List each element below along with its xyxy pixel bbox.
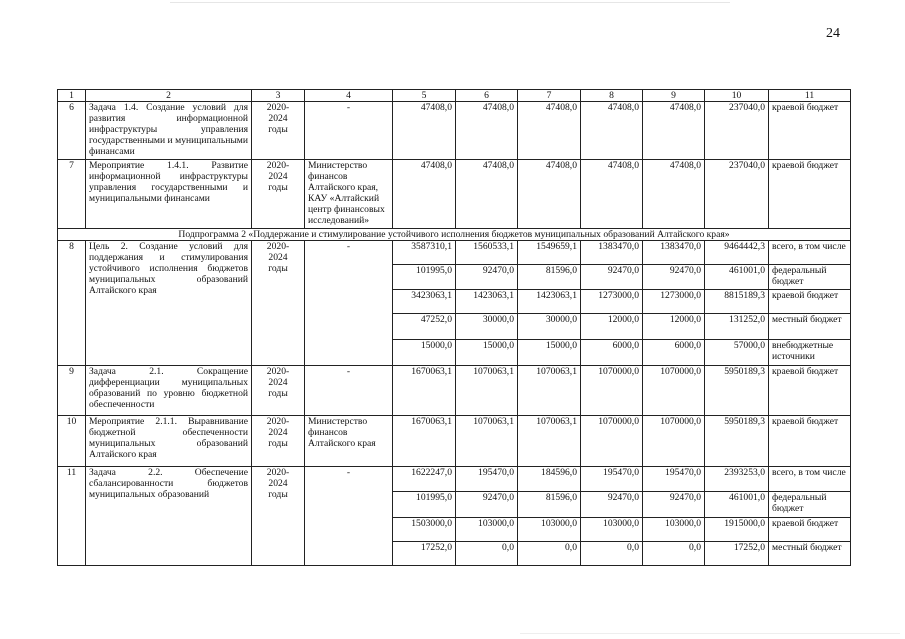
executor-cell: Министерство финансов Алтайского края xyxy=(305,416,393,467)
value-cell: 92470,0 xyxy=(456,265,518,290)
value-cell: 1423063,1 xyxy=(518,290,581,314)
period-cell: 2020- 2024 годы xyxy=(252,241,305,366)
executor-cell: - xyxy=(305,102,393,160)
value-cell: 8815189,3 xyxy=(705,290,769,314)
value-cell: 47252,0 xyxy=(393,314,456,340)
value-cell: 92470,0 xyxy=(643,492,705,518)
value-cell: 2393253,0 xyxy=(705,467,769,492)
value-cell: 3587310,1 xyxy=(393,241,456,265)
source-cell: всего, в том числе xyxy=(769,241,851,265)
value-cell: 103000,0 xyxy=(581,518,643,542)
row-number: 7 xyxy=(58,160,86,229)
page-number: 24 xyxy=(826,26,840,41)
header-cell: 8 xyxy=(581,90,643,102)
subprogram-title: Подпрограмма 2 «Поддержание и стимулирование устойчивого исполнения бюджетов муниципальных образований Алтайского края» xyxy=(58,229,851,241)
header-cell: 7 xyxy=(518,90,581,102)
value-cell: 81596,0 xyxy=(518,492,581,518)
table-row xyxy=(58,467,851,492)
table-row xyxy=(58,160,851,229)
executor-cell: - xyxy=(305,467,393,566)
value-cell: 6000,0 xyxy=(581,340,643,366)
value-cell: 5950189,3 xyxy=(705,416,769,467)
value-cell: 57000,0 xyxy=(705,340,769,366)
source-cell: краевой бюджет xyxy=(769,366,851,416)
row-number: 6 xyxy=(58,102,86,160)
source-cell: краевой бюджет xyxy=(769,518,851,542)
value-cell: 3423063,1 xyxy=(393,290,456,314)
value-cell: 0,0 xyxy=(456,542,518,566)
value-cell: 103000,0 xyxy=(643,518,705,542)
executor-cell: - xyxy=(305,366,393,416)
value-cell: 92470,0 xyxy=(581,492,643,518)
source-cell: краевой бюджет xyxy=(769,416,851,467)
value-cell: 92470,0 xyxy=(581,265,643,290)
value-cell: 1670063,1 xyxy=(393,366,456,416)
value-cell: 0,0 xyxy=(518,542,581,566)
value-cell: 1070000,0 xyxy=(643,366,705,416)
value-cell: 47408,0 xyxy=(581,102,643,160)
value-cell: 30000,0 xyxy=(518,314,581,340)
program-table xyxy=(57,89,851,566)
measure-name: Мероприятие 1.4.1. Развитие информационной инфраструктуры управления государственными и муниципальными финансами xyxy=(86,160,252,229)
source-cell: краевой бюджет xyxy=(769,290,851,314)
source-cell: федеральный бюджет xyxy=(769,492,851,518)
value-cell: 195470,0 xyxy=(581,467,643,492)
header-cell: 9 xyxy=(643,90,705,102)
table-row xyxy=(58,241,851,265)
value-cell: 6000,0 xyxy=(643,340,705,366)
value-cell: 47408,0 xyxy=(393,102,456,160)
value-cell: 47408,0 xyxy=(643,160,705,229)
value-cell: 103000,0 xyxy=(518,518,581,542)
value-cell: 92470,0 xyxy=(643,265,705,290)
value-cell: 461001,0 xyxy=(705,492,769,518)
row-number: 9 xyxy=(58,366,86,416)
scan-edge-bottom xyxy=(520,633,900,634)
value-cell: 47408,0 xyxy=(456,160,518,229)
row-number: 11 xyxy=(58,467,86,566)
value-cell: 92470,0 xyxy=(456,492,518,518)
value-cell: 47408,0 xyxy=(456,102,518,160)
value-cell: 131252,0 xyxy=(705,314,769,340)
executor-cell: - xyxy=(305,241,393,366)
value-cell: 1070063,1 xyxy=(518,366,581,416)
value-cell: 9464442,3 xyxy=(705,241,769,265)
subprogram-row xyxy=(58,229,851,241)
header-cell: 10 xyxy=(705,90,769,102)
value-cell: 461001,0 xyxy=(705,265,769,290)
value-cell: 15000,0 xyxy=(518,340,581,366)
value-cell: 101995,0 xyxy=(393,492,456,518)
value-cell: 17252,0 xyxy=(705,542,769,566)
value-cell: 15000,0 xyxy=(393,340,456,366)
source-cell: краевой бюджет xyxy=(769,102,851,160)
value-cell: 1549659,1 xyxy=(518,241,581,265)
source-cell: краевой бюджет xyxy=(769,160,851,229)
measure-name: Цель 2. Создание условий для поддержания и стимулирования устойчивого исполнения бюджетов муниципальных образований Алтайского края xyxy=(86,241,252,366)
source-cell: внебюджетные источники xyxy=(769,340,851,366)
value-cell: 1070000,0 xyxy=(581,366,643,416)
source-cell: всего, в том числе xyxy=(769,467,851,492)
value-cell: 17252,0 xyxy=(393,542,456,566)
value-cell: 1622247,0 xyxy=(393,467,456,492)
value-cell: 0,0 xyxy=(643,542,705,566)
measure-name: Задача 2.2. Обеспечение сбалансированности бюджетов муниципальных образований xyxy=(86,467,252,566)
value-cell: 1070063,1 xyxy=(518,416,581,467)
measure-name: Задача 2.1. Сокращение дифференциации муниципальных образований по уровню бюджетной обеспеченности xyxy=(86,366,252,416)
value-cell: 195470,0 xyxy=(643,467,705,492)
value-cell: 1503000,0 xyxy=(393,518,456,542)
value-cell: 195470,0 xyxy=(456,467,518,492)
row-number: 8 xyxy=(58,241,86,366)
period-cell: 2020- 2024 годы xyxy=(252,416,305,467)
value-cell: 47408,0 xyxy=(643,102,705,160)
value-cell: 81596,0 xyxy=(518,265,581,290)
value-cell: 47408,0 xyxy=(518,160,581,229)
measure-name: Задача 1.4. Создание условий для развития информационной инфраструктуры управления государственными и муниципальными финансами xyxy=(86,102,252,160)
period-cell: 2020- 2024 годы xyxy=(252,102,305,160)
value-cell: 101995,0 xyxy=(393,265,456,290)
value-cell: 12000,0 xyxy=(581,314,643,340)
header-cell: 6 xyxy=(456,90,518,102)
value-cell: 1273000,0 xyxy=(643,290,705,314)
period-cell: 2020- 2024 годы xyxy=(252,366,305,416)
header-cell: 1 xyxy=(58,90,86,102)
value-cell: 184596,0 xyxy=(518,467,581,492)
value-cell: 237040,0 xyxy=(705,102,769,160)
value-cell: 47408,0 xyxy=(518,102,581,160)
header-cell: 3 xyxy=(252,90,305,102)
value-cell: 15000,0 xyxy=(456,340,518,366)
header-row xyxy=(58,90,851,102)
period-cell: 2020- 2024 годы xyxy=(252,467,305,566)
table-row xyxy=(58,416,851,467)
header-cell: 4 xyxy=(305,90,393,102)
value-cell: 1070063,1 xyxy=(456,416,518,467)
value-cell: 1560533,1 xyxy=(456,241,518,265)
value-cell: 1273000,0 xyxy=(581,290,643,314)
value-cell: 12000,0 xyxy=(643,314,705,340)
value-cell: 1070063,1 xyxy=(456,366,518,416)
source-cell: местный бюджет xyxy=(769,542,851,566)
value-cell: 47408,0 xyxy=(393,160,456,229)
period-cell: 2020- 2024 годы xyxy=(252,160,305,229)
table-row xyxy=(58,102,851,160)
value-cell: 0,0 xyxy=(581,542,643,566)
value-cell: 1070000,0 xyxy=(581,416,643,467)
value-cell: 237040,0 xyxy=(705,160,769,229)
value-cell: 103000,0 xyxy=(456,518,518,542)
value-cell: 47408,0 xyxy=(581,160,643,229)
measure-name: Мероприятие 2.1.1. Выравнивание бюджетной обеспеченности муниципальных образований Алтайского края xyxy=(86,416,252,467)
source-cell: местный бюджет xyxy=(769,314,851,340)
header-cell: 11 xyxy=(769,90,851,102)
source-cell: федеральный бюджет xyxy=(769,265,851,290)
row-number: 10 xyxy=(58,416,86,467)
value-cell: 1070000,0 xyxy=(643,416,705,467)
value-cell: 5950189,3 xyxy=(705,366,769,416)
value-cell: 1423063,1 xyxy=(456,290,518,314)
executor-cell: Министерство финансов Алтайского края, КАУ «Алтайский центр финансовых исследований» xyxy=(305,160,393,229)
header-cell: 2 xyxy=(86,90,252,102)
value-cell: 1383470,0 xyxy=(643,241,705,265)
header-cell: 5 xyxy=(393,90,456,102)
value-cell: 1670063,1 xyxy=(393,416,456,467)
value-cell: 30000,0 xyxy=(456,314,518,340)
scan-edge-top xyxy=(170,2,730,3)
table-row xyxy=(58,366,851,416)
value-cell: 1915000,0 xyxy=(705,518,769,542)
value-cell: 1383470,0 xyxy=(581,241,643,265)
